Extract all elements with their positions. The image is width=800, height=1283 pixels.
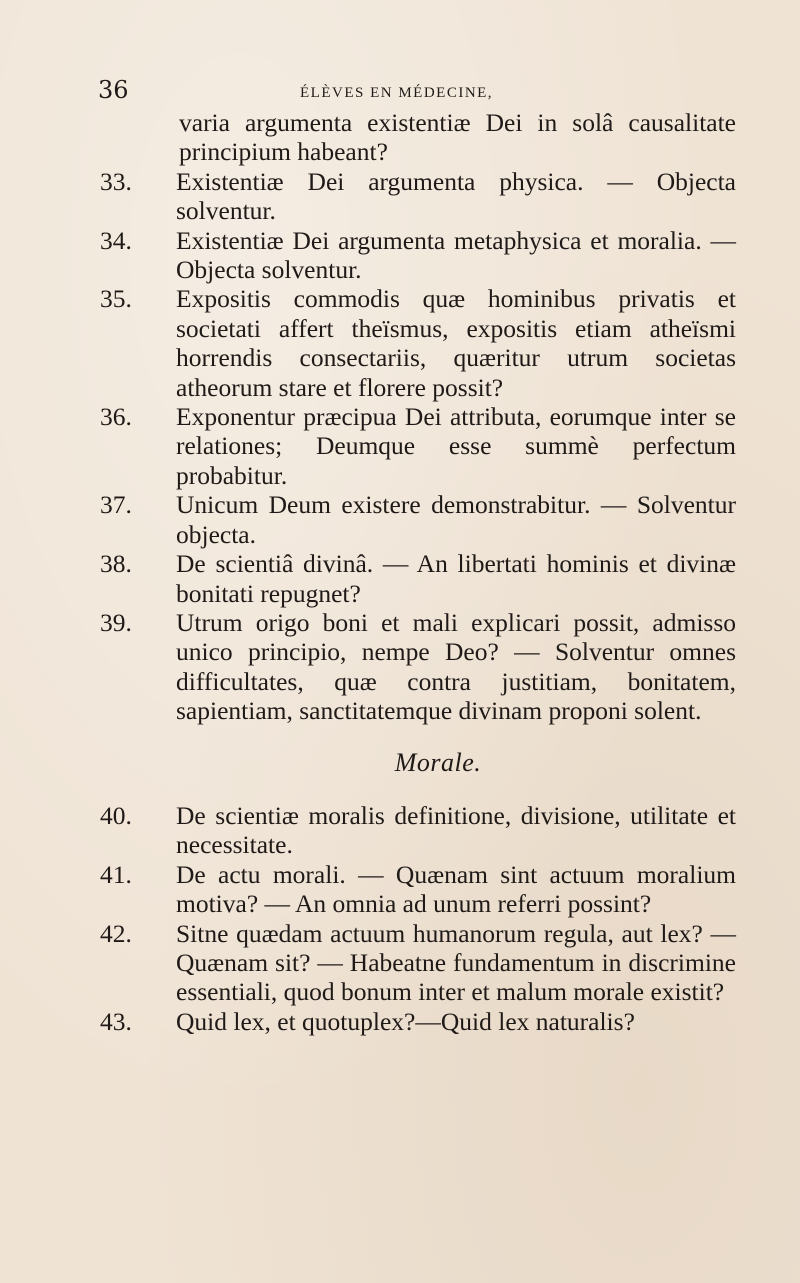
item-number: 33. [100,166,132,196]
continuation-paragraph [100,108,736,167]
list-item [100,608,736,726]
item-text: Sitne quædam actuum humanorum regula, aut lex? — Quænam sit? — Habeatne fundamentum in discrimine essentiali, quod bonum inter et malum morale existit? [176,918,736,1007]
item-number: 41. [100,859,132,889]
item-text: Utrum origo boni et mali explicari possit, admisso unico principio, nempe Deo? — Solventur omnes difficultates, quæ contra justitiam, bonitatem, sapientiam, sanctitatemque divinam proponi solent. [176,607,736,726]
item-number: 40. [100,800,132,830]
list-item [100,549,736,608]
page-number: 36 [98,76,129,104]
list-item [100,402,736,490]
item-number: 34. [100,225,132,255]
list-item [100,1007,736,1036]
list-item [100,801,736,860]
item-text: Expositis commodis quæ hominibus privatis et societati affert theïsmus, expositis etiam atheïsmi horrendis consectariis, quæritur utrum societas atheorum stare et florere possit? [176,284,736,402]
list-item [100,860,736,919]
item-text: De scientiâ divinâ. — An libertati hominis et divinæ bonitati repugnet? [176,549,736,608]
item-text: Existentiæ Dei argumenta physica. — Objecta solventur. [176,166,736,226]
section-title: Morale. [394,747,482,777]
item-number: 35. [100,284,132,314]
item-text: Exponentur præcipua Dei attributa, eorumque inter se relationes; Deumque esse summè perfectum probabitur. [176,402,736,490]
item-number: 37. [100,490,132,520]
page-text [100,108,736,1036]
list-item [100,284,736,402]
continuation-text: varia argumenta existentiæ Dei in solâ causalitate principium habeant? [179,108,736,167]
item-number: 39. [100,607,132,637]
item-number: 42. [100,918,132,948]
list-item [100,919,736,1007]
item-text: Existentiæ Dei argumenta metaphysica et moralia. — Objecta solventur. [176,225,736,285]
item-text: De scientiæ moralis definitione, divisione, utilitate et necessitate. [176,800,736,860]
list-item [100,167,736,226]
running-title: ÉLÈVES EN MÉDECINE, [300,85,494,101]
list-item [100,490,736,549]
item-text: Quid lex, et quotuplex?—Quid lex naturalis? [176,1006,635,1036]
item-text: De actu morali. — Quænam sint actuum moralium motiva? — An omnia ad unum referri possint? [176,859,736,919]
item-text: Unicum Deum existere demonstrabitur. — Solventur objecta. [176,490,736,549]
item-number: 38. [100,549,132,579]
list-item [100,226,736,285]
item-number: 43. [100,1006,132,1036]
item-number: 36. [100,402,132,432]
